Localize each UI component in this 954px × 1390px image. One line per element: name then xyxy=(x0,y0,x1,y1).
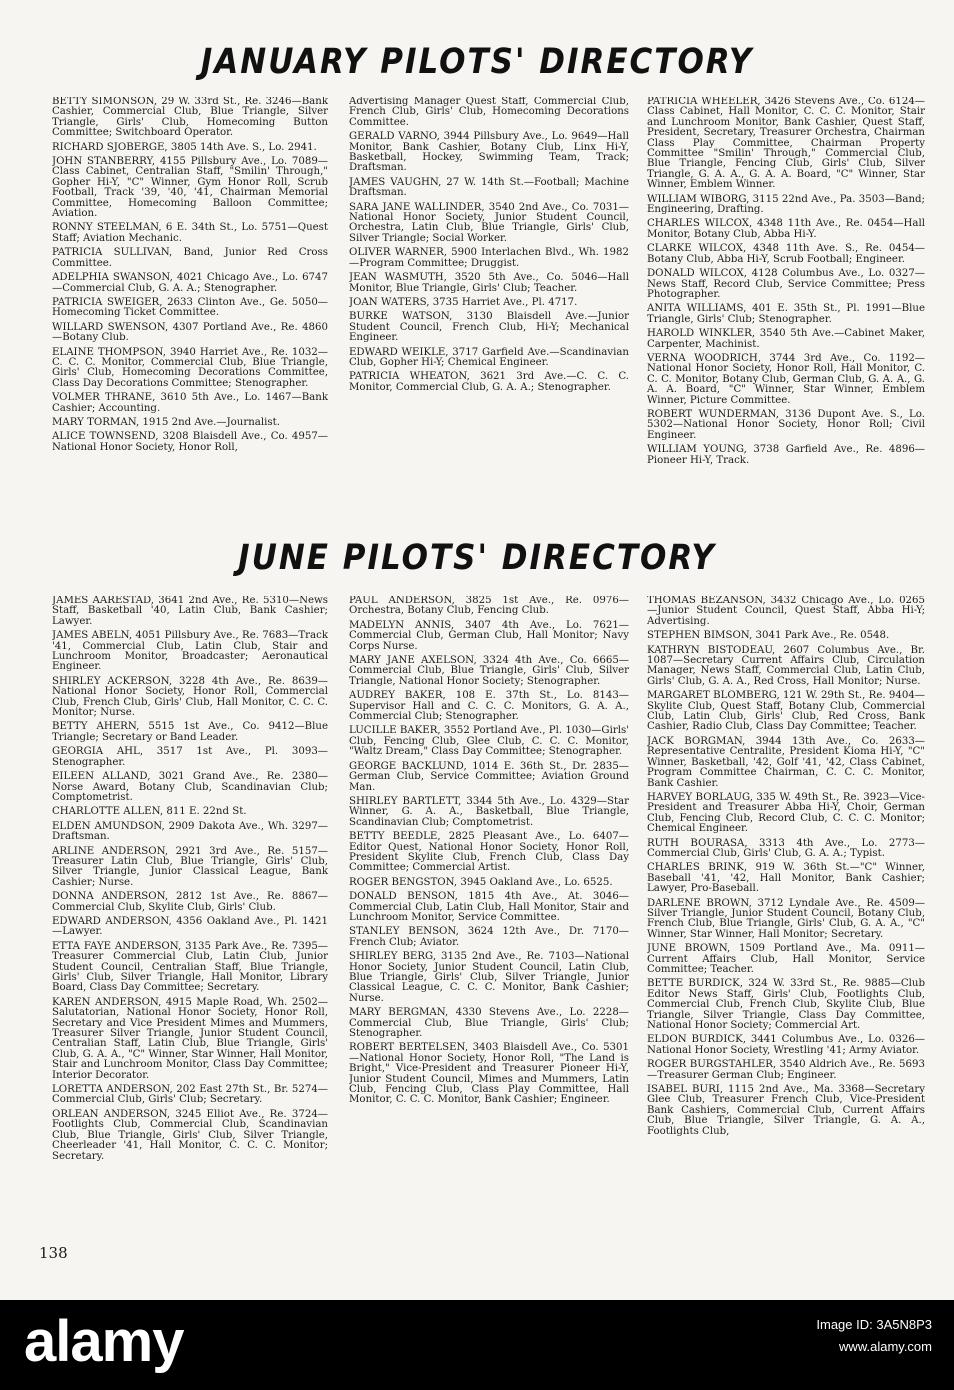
directory-entry: HAROLD WINKLER, 3540 5th Ave.—Cabinet Maker, Carpenter, Machinist. xyxy=(647,328,925,350)
directory-entry: ALICE TOWNSEND, 3208 Blaisdell Ave., Co. 4957—National Honor Society, Honor Roll, xyxy=(52,431,328,453)
directory-entry: SHIRLEY BERG, 3135 2nd Ave., Re. 7103—National Honor Society, Junior Student Council, Latin Club, Blue Triangle, Girls' Club, Silver Triangle, Junior Classical League, C. C. C. Monitor, Bank Cashier; Nurse. xyxy=(349,951,629,1004)
directory-entry: RONNY STEELMAN, 6 E. 34th St., Lo. 5751—Quest Staff; Aviation Mechanic. xyxy=(52,222,328,244)
directory-entry: VERNA WOODRICH, 3744 3rd Ave., Co. 1192—National Honor Society, Honor Roll, Hall Monitor, C. C. C. Monitor, Botany Club, German Club, G. A. A., G. A. A. Board, "C" Winner, Star Winner, Emblem Winner, Picture Committee. xyxy=(647,352,925,406)
directory-entry: WILLIAM WIBORG, 3115 22nd Ave., Pa. 3503—Band; Engineering, Drafting. xyxy=(647,193,925,216)
directory-entry: ELDEN AMUNDSON, 2909 Dakota Ave., Wh. 3297—Draftsman. xyxy=(52,820,328,843)
directory-entry: ROBERT BERTELSEN, 3403 Blaisdell Ave., Co. 5301—National Honor Society, Honor Roll, "The Land is Bright," Vice-President and Treasurer Pioneer Hi-Y, Junior Student Council, Mimes and Mummers, Latin Club, Fencing Club, Class Play Committee, Hall Monitor, C. C. C. Monitor, Bank Cashier; Engineer. xyxy=(349,1042,629,1106)
directory-entry: OLIVER WARNER, 5900 Interlachen Blvd., Wh. 1982—Program Committee; Druggist. xyxy=(349,247,629,269)
directory-entry: STANLEY BENSON, 3624 12th Ave., Dr. 7170—French Club; Aviator. xyxy=(349,926,629,948)
directory-entry: EDWARD ANDERSON, 4356 Oakland Ave., Pl. 1421—Lawyer. xyxy=(52,915,328,938)
june-directory-title: JUNE PILOTS' DIRECTORY xyxy=(238,537,716,579)
directory-entry: PAUL ANDERSON, 3825 1st Ave., Re. 0976—Orchestra, Botany Club, Fencing Club. xyxy=(349,596,629,617)
directory-entry: SHIRLEY BARTLETT, 3344 5th Ave., Lo. 4329—Star Winner, G. A. A., Basketball, Blue Triangle, Scandinavian Club; Comptometrist. xyxy=(349,795,629,828)
directory-entry: ETTA FAYE ANDERSON, 3135 Park Ave., Re. 7395—Treasurer Commercial Club, Latin Club, Junior Student Council, Centralian Staff, Blue Triangle, Girls' Club, Silver Triangle, Hall Monitor, Library Board, Class Day Committee; Secretary. xyxy=(52,940,328,994)
directory-entry: ROGER BURGSTAHLER, 3540 Aldrich Ave., Re. 5693—Treasurer German Club; Engineer. xyxy=(647,1059,925,1081)
directory-entry: CLARKE WILCOX, 4348 11th Ave. S., Re. 0454—Botany Club, Abba Hi-Y, Scrub Football; Engineer. xyxy=(647,243,925,265)
directory-entry: PATRICIA SULLIVAN, Band, Junior Red Cross Committee. xyxy=(52,247,328,269)
directory-entry: ELDON BURDICK, 3441 Columbus Ave., Lo. 0326—National Honor Society, Wrestling '41; Army Aviator. xyxy=(647,1034,925,1056)
watermark-footer xyxy=(0,1300,954,1390)
directory-entry: GERALD VARNO, 3944 Pillsbury Ave., Lo. 9649—Hall Monitor, Bank Cashier, Botany Club, Linx Hi-Y, Basketball, Hockey, Swimming Team, Track; Draftsman. xyxy=(349,131,629,174)
directory-entry: PATRICIA WHEELER, 3426 Stevens Ave., Co. 6124—Class Cabinet, Hall Monitor, C. C. C. Monitor, Stair and Lunchroom Monitor, Bank Cashier, Quest Staff, President, Secretary, Treasurer Orchestra, Chairman Class Play Committee, Chairman Property Committee "Smilin' Through," Commercial Club, Blue Triangle, Fencing Club, Girls' Club, Silver Triangle, G. A. A., G. A. A. Board, "C" Winner, Star Winner, Emblem Winner. xyxy=(647,97,925,191)
directory-entry: JACK BORGMAN, 3944 13th Ave., Co. 2633—Representative Centralite, President Kioma Hi-Y, "C" Winner, Basketball, '42, Golf '41, '42, Class Cabinet, Program Committee Chairman, C. C. C. Monitor, Bank Cashier. xyxy=(647,735,925,789)
january-column-1 xyxy=(52,97,328,515)
directory-entry: KAREN ANDERSON, 4915 Maple Road, Wh. 2502—Salutatorian, National Honor Society, Honor Roll, Secretary and Vice President Mimes and Mummers, Treasurer Silver Triangle, Junior Student Council, Centralian Staff, Latin Club, Blue Triangle, Girls' Club, G. A. A., "C" Winner, Star Winner, Hall Monitor, Stair and Lunchroom Monitor, Class Day Committee; Interior Decorator. xyxy=(52,996,328,1081)
directory-entry: JAMES ABELN, 4051 Pillsbury Ave., Re. 7683—Track '41, Commercial Club, Latin Club, Stair and Lunchroom Monitor, Broadcaster; Aeronautical Engineer. xyxy=(52,630,328,673)
directory-entry: MARY TORMAN, 1915 2nd Ave.—Journalist. xyxy=(52,416,280,428)
directory-entry: DONNA ANDERSON, 2812 1st Ave., Re. 8867—Commercial Club, Skylite Club, Girls' Club. xyxy=(52,891,328,913)
page-number: 138 xyxy=(39,1244,68,1262)
directory-entry: SARA JANE WALLINDER, 3540 2nd Ave., Co. 7031—National Honor Society, Junior Student Council, Orchestra, Latin Club, Blue Triangle, Girls' Club, Silver Triangle; Social Worker. xyxy=(349,201,629,244)
directory-entry: JAMES AARESTAD, 3641 2nd Ave., Re. 5310—News Staff, Basketball '40, Latin Club, Bank Cashier; Lawyer. xyxy=(52,596,328,627)
directory-entry: SHIRLEY ACKERSON, 3228 4th Ave., Re. 8639—National Honor Society, Honor Roll, Commercial Club, French Club, Girls' Club, Hall Monitor, C. C. C. Monitor; Nurse. xyxy=(52,675,328,719)
june-column-1 xyxy=(52,596,328,1236)
directory-entry: ADELPHIA SWANSON, 4021 Chicago Ave., Lo. 6747—Commercial Club, G. A. A.; Stenographer. xyxy=(52,272,328,294)
alamy-logo: alamy xyxy=(24,1309,184,1374)
directory-entry: WILLARD SWENSON, 4307 Portland Ave., Re. 4860—Botany Club. xyxy=(52,321,328,344)
directory-entry: ARLINE ANDERSON, 2921 3rd Ave., Re. 5157—Treasurer Latin Club, Blue Triangle, Girls' Club, Silver Triangle, Junior Classical League, Bank Cashier; Nurse. xyxy=(52,845,328,888)
directory-entry: CHARLES WILCOX, 4348 11th Ave., Re. 0454—Hall Monitor, Botany Club, Abba Hi-Y. xyxy=(647,218,925,240)
directory-entry: WILLIAM YOUNG, 3738 Garfield Ave., Re. 4896—Pioneer Hi-Y, Track. xyxy=(647,444,925,466)
directory-entry: GEORGIA AHL, 3517 1st Ave., Pl. 3093—Stenographer. xyxy=(52,746,328,768)
directory-entry: ORLEAN ANDERSON, 3245 Elliot Ave., Re. 3724—Footlights Club, Commercial Club, Scandinavian Club, Blue Triangle, Girls' Club, Silver Triangle, Cheerleader '41, Hall Monitor, C. C. C. Monitor; Secretary. xyxy=(52,1108,328,1162)
directory-entry: MARGARET BLOMBERG, 121 W. 29th St., Re. 9404—Skylite Club, Quest Staff, Botany Club, Commercial Club, Latin Club, Girls' Club, Red Cross, Bank Cashier, Radio Club, Class Day Committee; Teacher. xyxy=(647,690,925,733)
directory-entry: PATRICIA SWEIGER, 2633 Clinton Ave., Ge. 5050—Homecoming Ticket Committee. xyxy=(52,296,328,319)
directory-entry: BURKE WATSON, 3130 Blaisdell Ave.—Junior Student Council, French Club, Hi-Y; Mechanical Engineer. xyxy=(349,311,629,344)
directory-entry: MADELYN ANNIS, 3407 4th Ave., Lo. 7621—Commercial Club, German Club, Hall Monitor; Navy Corps Nurse. xyxy=(349,619,629,652)
directory-entry: BETTY SIMONSON, 29 W. 33rd St., Re. 3246—Bank Cashier, Commercial Club, Blue Triangle, Silver Triangle, Girls' Club, Homecoming Button Committee; Switchboard Operator. xyxy=(52,97,328,139)
image-id: Image ID: 3A5N8P3 xyxy=(816,1317,932,1332)
directory-entry: LORETTA ANDERSON, 202 East 27th St., Br. 5274—Commercial Club, Girls' Club; Secretary. xyxy=(52,1084,328,1106)
directory-entry: ISABEL BURI, 1115 2nd Ave., Ma. 3368—Secretary Glee Club, Treasurer French Club, Vice-President Bank Cashiers, Commercial Club, Current Affairs Club, Blue Triangle, Silver Triangle, G. A. A., Footlights Club, xyxy=(647,1084,925,1137)
directory-entry: CHARLOTTE ALLEN, 811 E. 22nd St. xyxy=(52,806,247,818)
directory-entry: BETTY BEEDLE, 2825 Pleasant Ave., Lo. 6407—Editor Quest, National Honor Society, Honor Roll, President Skylite Club, French Club, Class Day Committee; Commercial Artist. xyxy=(349,831,629,874)
directory-entry: ROGER BENGSTON, 3945 Oakland Ave., Lo. 6525. xyxy=(349,876,613,888)
january-column-3 xyxy=(647,97,925,515)
directory-entry: VOLMER THRANE, 3610 5th Ave., Lo. 1467—Bank Cashier; Accounting. xyxy=(52,392,328,414)
directory-entry: Advertising Manager Quest Staff, Commercial Club, French Club, Girls' Club, Homecoming Decorations Committee. xyxy=(349,97,629,128)
directory-entry: MARY BERGMAN, 4330 Stevens Ave., Lo. 2228—Commercial Club, Blue Triangle, Girls' Club; Stenographer. xyxy=(349,1007,629,1040)
directory-entry: PATRICIA WHEATON, 3621 3rd Ave.—C. C. C. Monitor, Commercial Club, G. A. A.; Stenographer. xyxy=(349,371,629,393)
january-directory-title: JANUARY PILOTS' DIRECTORY xyxy=(200,41,754,83)
directory-entry: AUDREY BAKER, 108 E. 37th St., Lo. 8143—Supervisor Hall and C. C. C. Monitors, G. A. A., Commercial Club; Stenographer. xyxy=(349,690,629,723)
directory-entry: DONALD BENSON, 1815 4th Ave., At. 3046—Commercial Club, Latin Club, Hall Monitor, Stair and Lunchroom Monitor, Service Committee. xyxy=(349,891,629,923)
directory-entry: ANITA WILLIAMS, 401 E. 35th St., Pl. 1991—Blue Triangle, Girls' Club; Stenographer. xyxy=(647,303,925,325)
site-url: www.alamy.com xyxy=(839,1339,932,1354)
directory-entry: BETTY AHERN, 5515 1st Ave., Co. 9412—Blue Triangle; Secretary or Band Leader. xyxy=(52,721,328,743)
directory-entry: DONALD WILCOX, 4128 Columbus Ave., Lo. 0327—News Staff, Record Club, Service Committee; Press Photographer. xyxy=(647,268,925,300)
directory-entry: RUTH BOURASA, 3313 4th Ave., Lo. 2773—Commercial Club, Girls' Club, G. A. A.; Typist. xyxy=(647,837,925,859)
directory-entry: JEAN WASMUTH, 3520 5th Ave., Co. 5046—Hall Monitor, Blue Triangle, Girls' Club; Teacher. xyxy=(349,272,629,294)
directory-entry: THOMAS BEZANSON, 3432 Chicago Ave., Lo. 0265—Junior Student Council, Quest Staff, Abba Hi-Y; Advertising. xyxy=(647,596,925,627)
footer-info xyxy=(816,1314,932,1358)
january-column-2 xyxy=(349,97,629,515)
directory-entry: BETTE BURDICK, 324 W. 33rd St., Re. 9885—Club Editor News Staff, Girls' Club, Footlights Club, Commercial Club, French Club, Skylite Club, Blue Triangle, Silver Triangle, Class Day Committee, National Honor Society; Commercial Art. xyxy=(647,978,925,1032)
directory-entry: GEORGE BACKLUND, 1014 E. 36th St., Dr. 2835—German Club, Service Committee; Aviation Ground Man. xyxy=(349,760,629,793)
directory-entry: KATHRYN BISTODEAU, 2607 Columbus Ave., Br. 1087—Secretary Current Affairs Club, Circulation Manager, News Staff, Commercial Club, Latin Club, Girls' Club, G. A. A., Red Cross, Hall Monitor; Nurse. xyxy=(647,644,925,687)
directory-entry: JUNE BROWN, 1509 Portland Ave., Ma. 0911—Current Affairs Club, Hall Monitor, Service Committee; Teacher. xyxy=(647,943,925,975)
directory-entry: CHARLES BRINK, 919 W. 36th St.—"C" Winner, Baseball '41, '42, Hall Monitor, Bank Cashier; Lawyer, Pro-Baseball. xyxy=(647,862,925,895)
june-column-2 xyxy=(349,596,629,1236)
directory-entry: EDWARD WEIKLE, 3717 Garfield Ave.—Scandinavian Club, Gopher Hi-Y; Chemical Engineer. xyxy=(349,346,629,368)
directory-entry: LUCILLE BAKER, 3552 Portland Ave., Pl. 1030—Girls' Club, Fencing Club, Glee Club, C. C. C. Monitor, "Waltz Dream," Class Day Committee; Stenographer. xyxy=(349,725,629,758)
directory-entry: ROBERT WUNDERMAN, 3136 Dupont Ave. S., Lo. 5302—National Honor Society, Honor Roll; Civil Engineer. xyxy=(647,408,925,441)
directory-entry: RICHARD SJOBERGE, 3805 14th Ave. S., Lo. 2941. xyxy=(52,141,317,153)
directory-entry: STEPHEN BIMSON, 3041 Park Ave., Re. 0548. xyxy=(647,630,890,642)
directory-entry: EILEEN ALLAND, 3021 Grand Ave., Re. 2380—Norse Award, Botany Club, Scandinavian Club; Comptometrist. xyxy=(52,771,328,803)
directory-entry: HARVEY BORLAUG, 335 W. 49th St., Re. 3923—Vice-President and Treasurer Abba Hi-Y, Choir, German Club, Fencing Club, Record Club, C. C. C. Monitor; Chemical Engineer. xyxy=(647,791,925,835)
directory-entry: DARLENE BROWN, 3712 Lyndale Ave., Re. 4509—Silver Triangle, Junior Student Council, Botany Club, French Club, Blue Triangle, Girls' Club, G. A. A., "C" Winner, Star Winner, Hall Monitor; Secretary. xyxy=(647,897,925,940)
directory-entry: JAMES VAUGHN, 27 W. 14th St.—Football; Machine Draftsman. xyxy=(349,176,629,199)
directory-entry: MARY JANE AXELSON, 3324 4th Ave., Co. 6665—Commercial Club, Blue Triangle, Girls' Club, Silver Triangle, National Honor Society; Stenographer. xyxy=(349,655,629,687)
directory-entry: JOHN STANBERRY, 4155 Pillsbury Ave., Lo. 7089—Class Cabinet, Centralian Staff, "Smilin' Through," Gopher Hi-Y, "C" Winner, Gym Honor Roll, Scrub Football, Track '39, '40, '41, Chairman Memorial Committee, Homecoming Balloon Committee; Aviation. xyxy=(52,156,328,220)
june-column-3 xyxy=(647,596,925,1236)
directory-entry: JOAN WATERS, 3735 Harriet Ave., Pl. 4717. xyxy=(349,296,578,308)
directory-entry: ELAINE THOMPSON, 3940 Harriet Ave., Re. 1032—C. C. C. Monitor, Commercial Club, Blue Triangle, Girls' Club, Homecoming Decorations Committee, Class Day Decorations Committee; Stenographer. xyxy=(52,346,328,389)
